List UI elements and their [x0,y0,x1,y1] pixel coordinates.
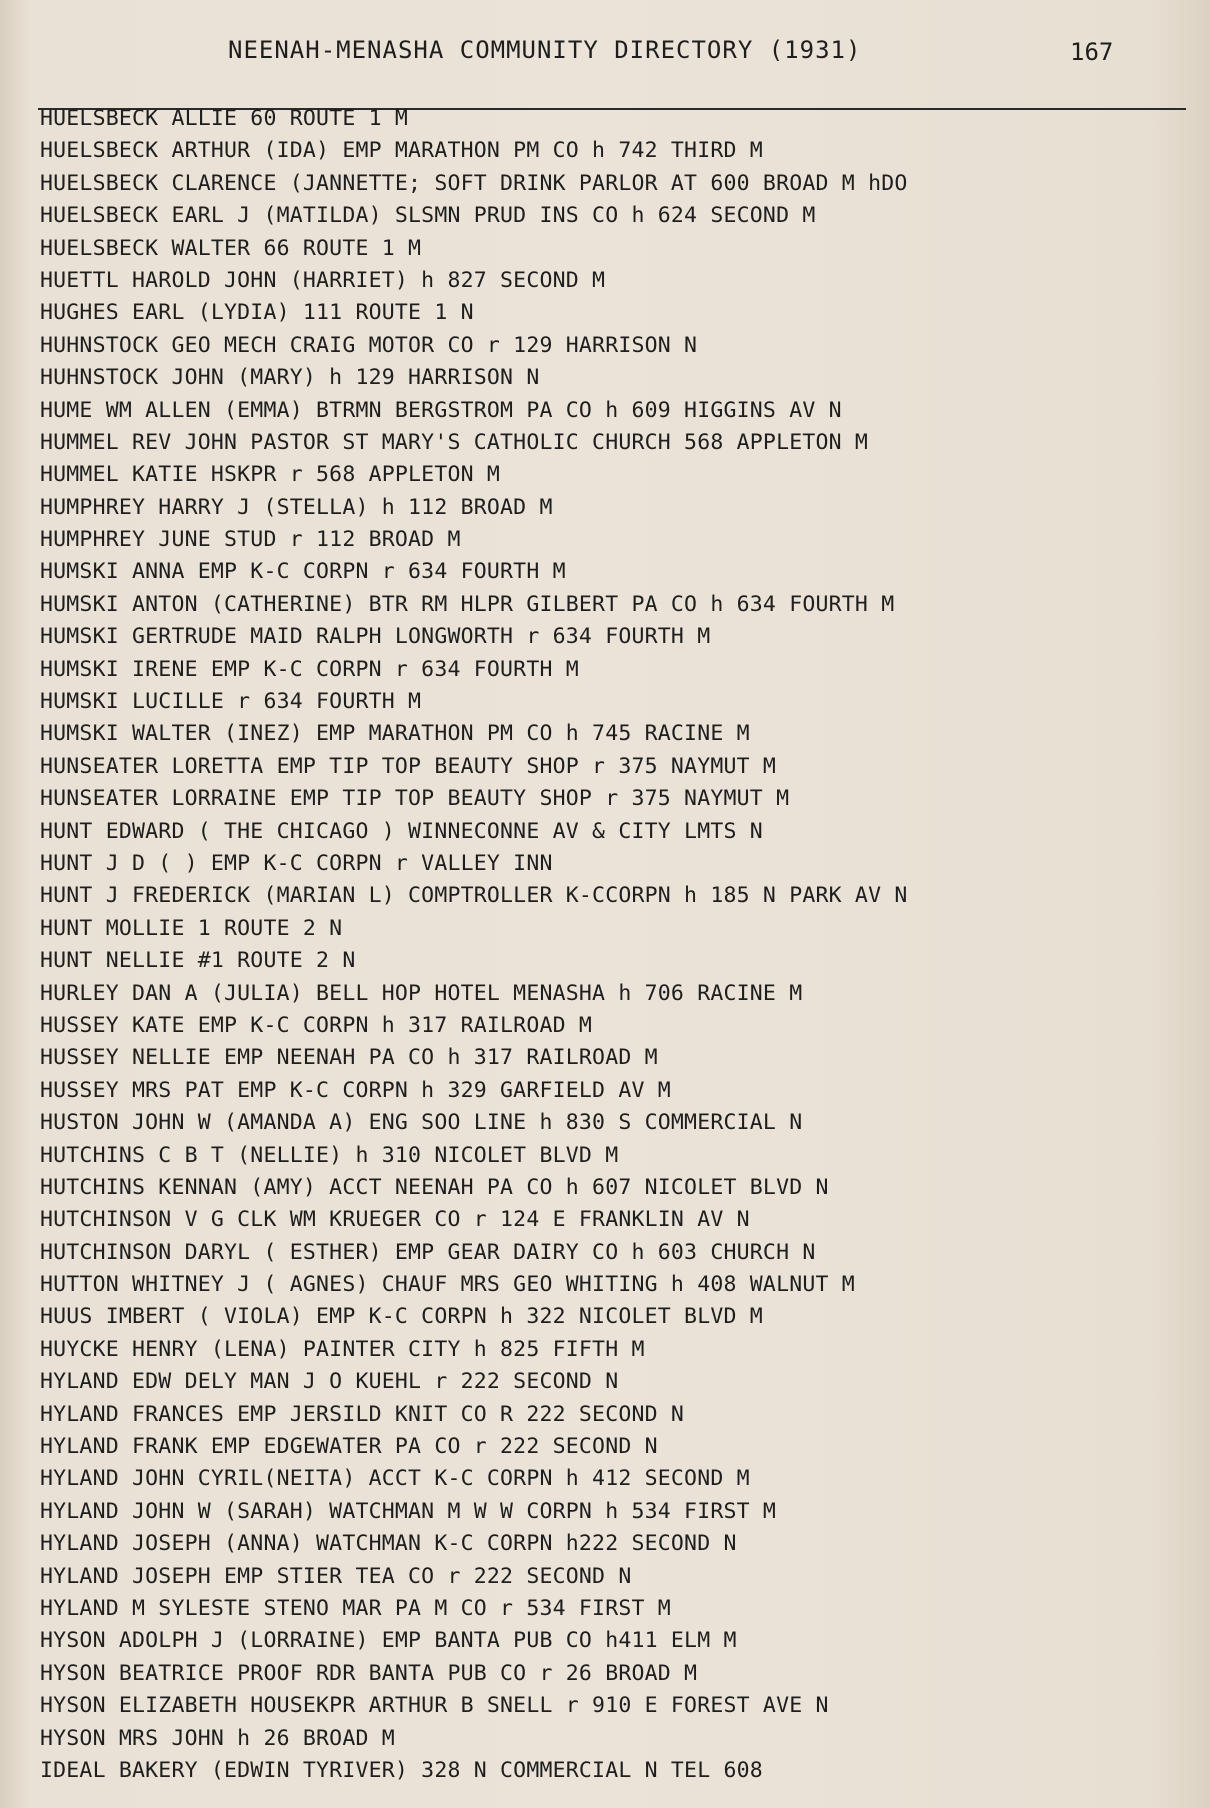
directory-entry: HUMMEL REV JOHN PASTOR ST MARY'S CATHOLIC CHURCH 568 APPLETON M [40,429,869,455]
directory-entry: HYSON ADOLPH J (LORRAINE) EMP BANTA PUB CO h411 ELM M [40,1628,737,1654]
page-title: NEENAH-MENASHA COMMUNITY DIRECTORY (1931) [228,36,862,64]
directory-entry: HUGHES EARL (LYDIA) 111 ROUTE 1 N [40,300,474,326]
directory-entry: HUMSKI ANTON (CATHERINE) BTR RM HLPR GILBERT PA CO h 634 FOURTH M [40,591,895,617]
directory-entry: HUNT J D ( ) EMP K-C CORPN r VALLEY INN [40,850,553,876]
directory-entry: HYLAND JOSEPH EMP STIER TEA CO r 222 SECOND N [40,1563,632,1589]
directory-entry: HYSON ELIZABETH HOUSEKPR ARTHUR B SNELL r 910 E FOREST AVE N [40,1693,829,1719]
directory-entry: HUNT EDWARD ( THE CHICAGO ) WINNECONNE AV & CITY LMTS N [40,818,763,844]
page-number: 167 [1070,38,1114,66]
directory-entry: HUNT MOLLIE 1 ROUTE 2 N [40,915,343,941]
directory-entry: HUMMEL KATIE HSKPR r 568 APPLETON M [40,462,501,488]
directory-entry: HUMSKI WALTER (INEZ) EMP MARATHON PM CO h 745 RACINE M [40,721,750,747]
directory-entry: HYLAND FRANK EMP EDGEWATER PA CO r 222 SECOND N [40,1434,658,1460]
page-header [0,36,1210,76]
directory-entry: HURLEY DAN A (JULIA) BELL HOP HOTEL MENASHA h 706 RACINE M [40,980,803,1006]
directory-entry: HYSON MRS JOHN h 26 BROAD M [40,1725,395,1751]
directory-entry: HUMSKI LUCILLE r 634 FOURTH M [40,689,422,715]
directory-entry: HYLAND EDW DELY MAN J O KUEHL r 222 SECOND N [40,1369,619,1395]
directory-entry: HUTTON WHITNEY J ( AGNES) CHAUF MRS GEO WHITING h 408 WALNUT M [40,1272,855,1298]
directory-entry: HUMPHREY HARRY J (STELLA) h 112 BROAD M [40,494,553,520]
directory-entry: HUELSBECK EARL J (MATILDA) SLSMN PRUD INS CO h 624 SECOND M [40,203,816,229]
directory-entry: HUNT NELLIE #1 ROUTE 2 N [40,948,356,974]
directory-entry: HUSTON JOHN W (AMANDA A) ENG SOO LINE h 830 S COMMERCIAL N [40,1110,803,1136]
directory-entry: HUNT J FREDERICK (MARIAN L) COMPTROLLER K-CCORPN h 185 N PARK AV N [40,883,908,909]
directory-entry: HYLAND JOHN CYRIL(NEITA) ACCT K-C CORPN h 412 SECOND M [40,1466,750,1492]
directory-entry: HUELSBECK WALTER 66 ROUTE 1 M [40,235,422,261]
directory-entry: HUSSEY MRS PAT EMP K-C CORPN h 329 GARFIELD AV M [40,1077,671,1103]
directory-entry: HYLAND FRANCES EMP JERSILD KNIT CO R 222 SECOND N [40,1401,685,1427]
directory-entry: HYLAND JOSEPH (ANNA) WATCHMAN K-C CORPN h222 SECOND N [40,1531,737,1557]
directory-entry: HUMPHREY JUNE STUD r 112 BROAD M [40,527,461,553]
directory-entry: HUTCHINS C B T (NELLIE) h 310 NICOLET BLVD M [40,1142,619,1168]
directory-entry: HUMSKI GERTRUDE MAID RALPH LONGWORTH r 634 FOURTH M [40,624,711,650]
directory-entry: HUUS IMBERT ( VIOLA) EMP K-C CORPN h 322 NICOLET BLVD M [40,1304,763,1330]
directory-entry: HUME WM ALLEN (EMMA) BTRMN BERGSTROM PA CO h 609 HIGGINS AV N [40,397,842,423]
directory-entry: HUELSBECK CLARENCE (JANNETTE; SOFT DRINK PARLOR AT 600 BROAD M hDO [40,170,908,196]
directory-entry: HYLAND M SYLESTE STENO MAR PA M CO r 534 FIRST M [40,1595,671,1621]
directory-entry: HUNSEATER LORRAINE EMP TIP TOP BEAUTY SHOP r 375 NAYMUT M [40,786,790,812]
directory-entry: HUELSBECK ARTHUR (IDA) EMP MARATHON PM CO h 742 THIRD M [40,138,763,164]
directory-entry: HUMSKI IRENE EMP K-C CORPN r 634 FOURTH M [40,656,579,682]
directory-entry: HUNSEATER LORETTA EMP TIP TOP BEAUTY SHOP r 375 NAYMUT M [40,753,777,779]
directory-entry: HYLAND JOHN W (SARAH) WATCHMAN M W W CORPN h 534 FIRST M [40,1498,777,1524]
directory-entry: HYSON BEATRICE PROOF RDR BANTA PUB CO r 26 BROAD M [40,1660,698,1686]
directory-entry: HUHNSTOCK GEO MECH CRAIG MOTOR CO r 129 HARRISON N [40,332,698,358]
directory-entry: HUSSEY KATE EMP K-C CORPN h 317 RAILROAD M [40,1012,593,1038]
directory-entry: HUHNSTOCK JOHN (MARY) h 129 HARRISON N [40,365,540,391]
directory-entry: HUTCHINS KENNAN (AMY) ACCT NEENAH PA CO h 607 NICOLET BLVD N [40,1174,829,1200]
directory-entry: HUTCHINSON DARYL ( ESTHER) EMP GEAR DAIRY CO h 603 CHURCH N [40,1239,816,1265]
directory-entry: IDEAL BAKERY (EDWIN TYRIVER) 328 N COMMERCIAL N TEL 608 [40,1757,763,1783]
directory-entry: HUYCKE HENRY (LENA) PAINTER CITY h 825 FIFTH M [40,1336,645,1362]
directory-entries [40,103,1205,1787]
directory-entry: HUMSKI ANNA EMP K-C CORPN r 634 FOURTH M [40,559,566,585]
directory-entry: HUETTL HAROLD JOHN (HARRIET) h 827 SECOND M [40,267,606,293]
directory-entry: HUTCHINSON V G CLK WM KRUEGER CO r 124 E FRANKLIN AV N [40,1207,750,1233]
directory-entry: HUELSBECK ALLIE 60 ROUTE 1 M [40,106,409,131]
directory-entry: HUSSEY NELLIE EMP NEENAH PA CO h 317 RAILROAD M [40,1045,658,1071]
